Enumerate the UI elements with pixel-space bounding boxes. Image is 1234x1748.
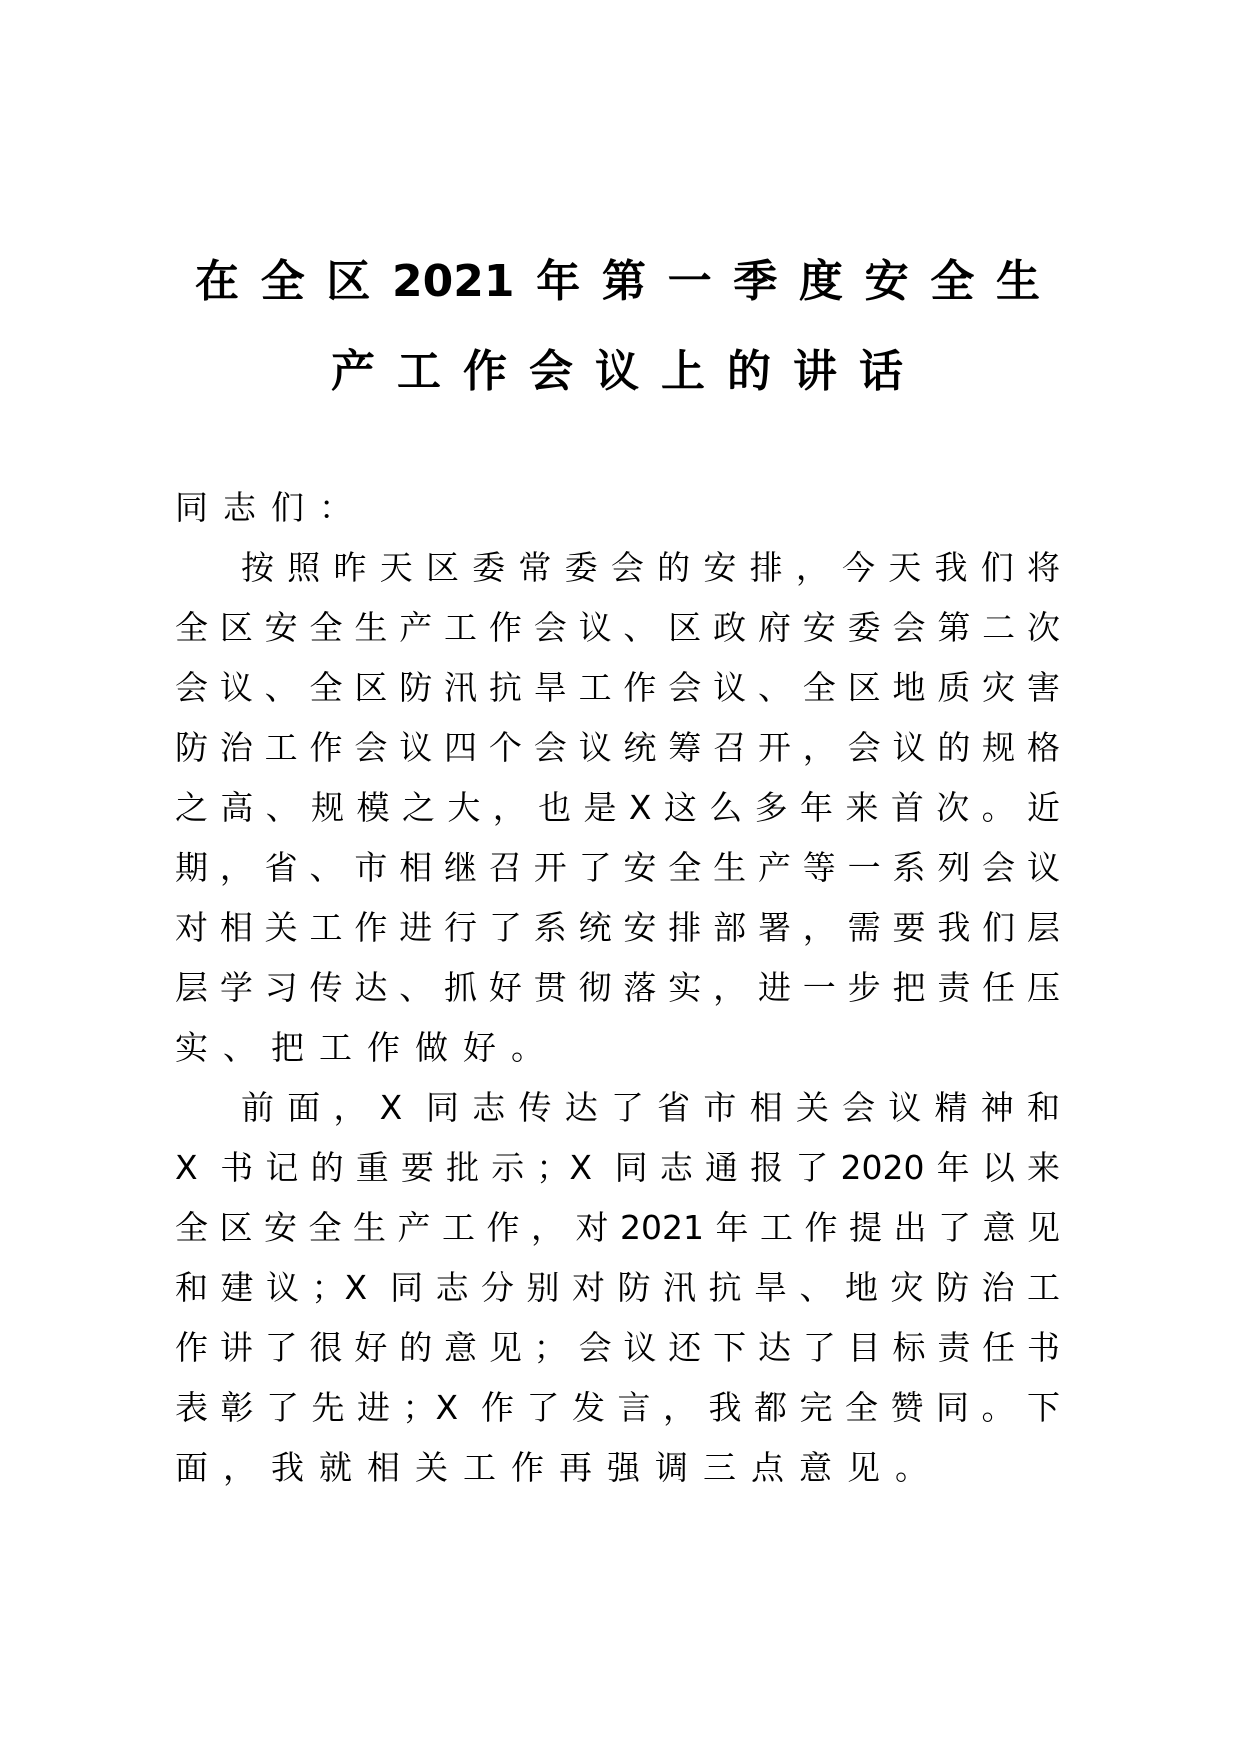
- paragraph-line: 作讲了很好的意见；会议还下达了目标责任书: [175, 1328, 1060, 1367]
- paragraph-line: 全区安全生产工作，对2021年工作提出了意见: [175, 1208, 1060, 1247]
- paragraph-line: 之高、规模之大，也是X这么多年来首次。近: [175, 788, 1060, 827]
- document-body: [175, 478, 1060, 1498]
- paragraph-line: 前面，X 同志传达了省市相关会议精神和: [241, 1088, 1060, 1127]
- document-title-line-1: 在全区2021年第一季度安全生: [195, 256, 1040, 307]
- paragraph-line: 会议、全区防汛抗旱工作会议、全区地质灾害: [175, 668, 1060, 707]
- paragraph-line: 期，省、市相继召开了安全生产等一系列会议: [175, 848, 1060, 887]
- paragraph-line: 层学习传达、抓好贯彻落实，进一步把责任压: [175, 968, 1060, 1007]
- paragraph-line: 对相关工作进行了系统安排部署，需要我们层: [175, 908, 1060, 947]
- paragraph: [175, 1078, 1060, 1498]
- paragraph-line: 按照昨天区委常委会的安排，今天我们将: [241, 548, 1060, 587]
- paragraph-line: 实、把工作做好。: [175, 1028, 559, 1067]
- paragraph-line: 全区安全生产工作会议、区政府安委会第二次: [175, 608, 1060, 647]
- paragraph-line: 防治工作会议四个会议统筹召开，会议的规格: [175, 728, 1060, 767]
- paragraph-line: 面，我就相关工作再强调三点意见。: [175, 1448, 943, 1487]
- salutation: 同志们：: [175, 488, 367, 527]
- paragraph-line: 表彰了先进；X 作了发言，我都完全赞同。下: [175, 1388, 1060, 1427]
- paragraph-line: 和建议；X 同志分别对防汛抗旱、地灾防治工: [175, 1268, 1060, 1307]
- paragraph-line: X 书记的重要批示；X 同志通报了2020年以来: [175, 1148, 1060, 1187]
- paragraph: [175, 538, 1060, 1078]
- document-title-line-2: 产工作会议上的讲话: [331, 346, 925, 397]
